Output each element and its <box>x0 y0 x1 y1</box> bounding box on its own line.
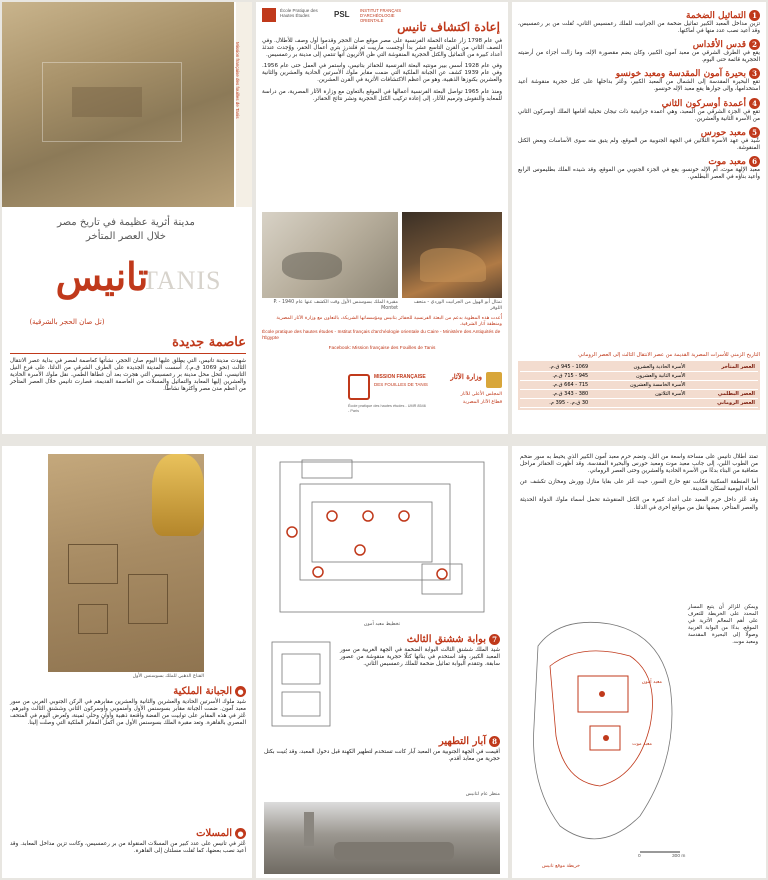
monument-number-badge: 4 <box>749 98 760 109</box>
chronology-cell-date: 945 - 715 ق.م. <box>520 372 591 381</box>
chronology-cell-period: العصر البطلمي <box>689 390 758 399</box>
map-legend-mut: معبد موت <box>632 742 652 747</box>
sponsor-footer: Facebook: Mission française des Fouilles de Tanis <box>328 346 436 351</box>
mission-emblem-icon <box>348 374 370 400</box>
mission-logo <box>348 370 428 424</box>
chronology-row <box>520 363 758 372</box>
chronology-cell-date: 715 - 664 ق.م. <box>520 381 591 390</box>
ministry-block <box>432 372 502 422</box>
ruins-photo <box>264 802 500 874</box>
rediscovery-body <box>262 38 502 103</box>
psl-logo: PSL <box>334 10 350 19</box>
map-legend-amun: معبد آمون <box>641 680 662 685</box>
cover-title-block <box>12 254 242 314</box>
photo-caption-left: مقبرة الملك بسوسنس الأول وقت الكشف عنها عام 1940 - P. Montet <box>273 300 398 311</box>
marker-1 <box>327 511 337 521</box>
chronology-row <box>520 399 758 408</box>
ministry-line2: المجلس الأعلى للآثار <box>460 392 502 397</box>
chronology-row <box>520 372 758 381</box>
chronology-title: التاريخ الزمني للأسرات المصرية القديمة من عصر الانتقال الثالث إلى العصر الروماني <box>578 352 760 358</box>
monument-text: يقع في الطرف الشرقي من معبد آمون الكبير، وكان يضم مقصورة الإله، وما زالت أجزاء من أرضيته الحجرية قائمة حتى اليوم. <box>518 50 760 64</box>
monument-number-badge: 1 <box>749 10 760 21</box>
rediscovery-panel <box>256 2 508 434</box>
obelisks-heading: ●المسلات <box>10 828 246 839</box>
chronology-cell-period: العصر المتأخر <box>689 363 758 372</box>
chronology-cell-period: العصر الروماني <box>689 399 758 408</box>
monument-text: معبد الإلهة موت، أم الإله خونسو، يقع في الجزء الجنوبي من الموقع، وقد شيده الملك بطليموس الرابع وأعيد بناؤه في العصر البطلمي. <box>518 166 760 181</box>
scale-zero: 0 <box>638 854 641 859</box>
aerial-photo <box>2 2 234 207</box>
monument-number-badge: 5 <box>749 127 760 138</box>
obelisks-section <box>10 828 246 855</box>
chronology-box <box>518 361 760 410</box>
ephe-name: École Pratique des Hautes Études <box>280 8 318 18</box>
ifao-name: INSTITUT FRANÇAIS D'ARCHÉOLOGIE ORIENTALE <box>360 8 402 23</box>
monument-number-badge: 6 <box>749 156 760 167</box>
scale-300: 300 m <box>672 854 686 859</box>
monument-heading: 4أعمدة أوسركون الثاني <box>518 98 760 109</box>
monuments-list <box>518 10 760 185</box>
marker-4 <box>399 511 409 521</box>
marker-5 <box>313 567 323 577</box>
wells-heading: 8آبار التطهير <box>264 736 500 747</box>
rediscovery-p1: في عام 1798 زار علماء الحملة الفرنسية على مصر موقع صان الحجر وقدموا أول وصف للأطلال. وفي النصف الثاني من القرن التاسع عشر بدأ أوجست مارييت ثم فلندرز بتري أعمال الحفر، ووُجدت عندئذ أعداد كبيرة من التماثيل والكتل الحجرية المنقوشة التي ظن الأثريون أنها تنتمي إلى مدينة بر رعمسيس. <box>262 38 502 59</box>
sponsor-block <box>262 316 502 352</box>
rediscovery-p2: وفي عام 1928 أسس بيير مونتيه البعثة الفرنسية للحفائر بتانيس، واستمر في العمل حتى عام 1956. وفي عام 1939 كشف عن الجبانة الملكية التي ضمت مقابر ملوك الأسرتين الحادية والعشرين والثانية والعشرين بكنوزها الذهبية، وهو من أعظم الاكتشافات الأثرية في القرن العشرين. <box>262 63 502 84</box>
monument-text: شُيد في عهد الأسرة الثلاثين في الجهة الجنوبية من الموقع، ولم يتبق منه سوى الأساسات وبعض الكتل المنقوشة. <box>518 137 760 151</box>
subtitle-line1: مدينة أثرية عظيمة في تاريخ مصر <box>57 217 195 228</box>
side-strip <box>236 2 252 207</box>
necropolis-photo-caption: القناع الذهبي للملك بسوسنس الأول <box>132 674 204 679</box>
chronology-cell-date: 1069 - 945 ق.م. <box>520 363 591 372</box>
chronology-cell-dyn: الأسرة الثلاثون <box>591 390 688 399</box>
chronology-cell-date: 380 - 343 ق.م. <box>520 390 591 399</box>
chronology-cell-period <box>689 372 758 381</box>
monument-heading: 3بحيرة آمون المقدسة ومعبد خونسو <box>518 68 760 79</box>
monument-item <box>518 127 760 152</box>
cover-title-latin: TANIS <box>142 266 222 295</box>
monument-number-badge: 3 <box>749 68 760 79</box>
gate-heading: 7بوابة ششنق الثالث <box>340 634 500 645</box>
sponsor-text-fr: École pratique des hautes études - Institut français d'archéologie orientale du Caire - Ministère des Antiquités de l'Égypte <box>262 330 501 341</box>
gate-section <box>340 634 500 668</box>
temple-plan-svg <box>272 454 492 620</box>
monument-item <box>518 156 760 181</box>
capital-heading: عاصمة جديدة <box>172 335 246 350</box>
chronology-cell-dyn: الأسرة الحادية والعشرون <box>591 363 688 372</box>
rediscovery-heading: إعادة اكتشاف تانيس <box>397 20 500 34</box>
capital-section <box>10 335 246 393</box>
ministry-line1: وزارة الآثار <box>450 372 482 381</box>
sponsor-text-ar: أُعدت هذه المطوية بدعم من البعثة الفرنسية للحفائر بتانيس ومؤسساتها الشريكة، بالتعاون مع وزارة الآثار المصرية ومنطقة آثار الشرقية. <box>276 316 502 327</box>
tomb-discovery-photo <box>262 212 398 298</box>
chronology-table <box>520 363 758 408</box>
plan-panel <box>256 446 508 878</box>
chronology-cell-dyn: الأسرة الثانية والعشرون <box>591 372 688 381</box>
map-credit: خريطة موقع تانيس <box>541 864 580 869</box>
site-text-p3: وقد عُثر داخل حرم المعبد على أعداد كبيرة من الكتل المنقوشة تحمل أسماء ملوك الدولة الحديثة والعصر المتأخر، بعضها نقل من مواقع أخرى في الدلتا. <box>520 497 758 511</box>
chronology-cell-dyn: الأسرة الخامسة والعشرون <box>591 381 688 390</box>
cover-title-ar: تانيس <box>55 254 149 299</box>
necropolis-panel <box>2 446 252 878</box>
marker-3 <box>355 545 365 555</box>
chronology-cell-date: 30 ق.م. - 395 م. <box>520 399 591 408</box>
monument-item <box>518 98 760 123</box>
chronology-block <box>518 352 760 410</box>
marker-6 <box>437 569 447 579</box>
capital-text: شهدت مدينة تانيس، التي يطلق عليها اليوم صان الحجر، نشأتها كعاصمة لمصر في بداية عصر الانتقال الثالث (نحو 1069 ق.م.). أُسست المدينة الجديدة على الطرف الشرقي من الدلتا، على فرع النيل التانيسي، لتحل محل مدينة بر رعمسيس التي هجرت بعد أن غطاها الطمي. نقل ملوك الأسرة الحادية والعشرين إليها المعابد والتماثيل والمسلات من العاصمة القديمة، فصارت تانيس خلال العصر المتأخر من أعظم مدن مصر وأكثرها نشاطًا. <box>10 358 246 393</box>
site-map-panel <box>512 446 766 878</box>
cover-subtitle <box>6 217 246 242</box>
obelisks-text: عُثر في تانيس على عدد كبير من المسلات المنقولة من بر رعمسيس، وكانت تزين مداخل المعابد. وقد أعيد نصب بعضها، كما نُقلت مسلتان إلى القاهرة. <box>10 841 246 855</box>
necropolis-section <box>10 686 246 727</box>
chronology-row <box>520 381 758 390</box>
num-badge: ● <box>235 686 246 697</box>
gate-text: شيد الملك ششنق الثالث البوابة الضخمة في الجهة الغربية من سور المعبد الكبير، وقد استخدم في بنائها كتلًا حجرية منقوشة من عصور سابقة. وتتقدم البوابة تماثيل ضخمة للملك رعمسيس الثاني. <box>340 647 500 668</box>
monument-heading: 6معبد موت <box>518 156 760 167</box>
necropolis-text: شيد ملوك الأسرتين الحادية والعشرين والثانية والعشرين مقابرهم في الركن الجنوبي الغربي من سور معبد آمون. ضمت الجبانة مقابر بسوسنس الأول وأمنموبي وأوسركون الثاني وششنق الثالث وغيرهم. عُثر في هذه المقابر على توابيت من الفضة وأقنعة ذهبية وأوانٍ وحلي ثمينة، وتُعرض اليوم في المتحف المصري بالقاهرة. وتعد مقبرة الملك بسوسنس الأول من أكمل المقابر الملكية التي وصلت إلينا. <box>10 699 246 727</box>
side-credit: Mission française des fouilles de Tanis <box>235 42 240 119</box>
monument-text: تقع البحيرة المقدسة إلى الشمال من المعبد الكبير، وعُثر بداخلها على كتل حجرية منقوشة أعيد استخدامها، وإلى جوارها يقع معبد الإله خونسو. <box>518 79 760 93</box>
site-text-column: ويمكن للزائر أن يتبع المسار المحدد على الخريطة للتعرف على أهم المعالم الأثرية في الموقع، بدءًا من البوابة الغربية وصولًا إلى البحيرة المقدسة ومعبد موت. <box>688 604 758 646</box>
rediscovery-p3: ومنذ عام 1965 تواصل البعثة الفرنسية أعمالها في الموقع بالتعاون مع وزارة الآثار المصرية، من دراسة للمعابد والنقوش وترميم للآثار، إلى إعادة تركيب الكتل الحجرية ونشر نتائج الحفائر. <box>262 88 502 102</box>
plan-label: تخطيط معبد آمون <box>363 622 401 627</box>
site-text-block <box>520 454 758 512</box>
mission-line2: DES FOUILLES DE TANIS <box>374 382 428 387</box>
monument-item <box>518 39 760 64</box>
golden-mask-photo <box>152 454 204 536</box>
monument-heading: 5معبد حورس <box>518 127 760 138</box>
site-text-p2: أما المنطقة السكنية فكانت تقع خارج السور، حيث عُثر على بقايا منازل وورش ومخازن تكشف عن الحياة اليومية لسكان المدينة. <box>520 479 758 493</box>
monuments-panel <box>512 2 766 434</box>
wells-photo-caption: منظر عام لتانيس <box>465 792 500 797</box>
site-text-p1: تمتد أطلال تانيس على مساحة واسعة من التل، وتضم حرم معبد آمون الكبير الذي يحيط به سور ضخم من الطوب اللبن، إلى جانب معبد موت ومعبد حورس والبحيرة المقدسة. وقد أظهرت الحفائر مراحل متعاقبة من البناء بدءًا من الأسرة الحادية والعشرين وحتى العصر الروماني. <box>520 454 758 475</box>
chronology-row <box>520 390 758 399</box>
monument-item <box>518 68 760 93</box>
monument-text: تقع في الجزء الشرقي من المعبد، وهي أعمدة جرانيتية ذات تيجان نخيلية أقامها الملك أوسركون الثاني من الأسرة الثانية والعشرين. <box>518 108 760 122</box>
site-map-svg <box>520 606 688 866</box>
ephe-logo-icon <box>262 8 276 22</box>
chronology-cell-period <box>689 381 758 390</box>
cover-location: (تل صان الحجر بالشرقية) <box>29 318 105 326</box>
monument-heading: 2قدس الأقداس <box>518 39 760 50</box>
marker-7 <box>287 527 297 537</box>
mission-line1: MISSION FRANÇAISE <box>374 374 426 380</box>
ministry-line3: قطاع الآثار المصرية <box>462 400 502 405</box>
monument-text: تزين مداخل المعبد الكبير تماثيل ضخمة من الجرانيت للملك رعمسيس الثاني، نُقلت من بر رعمسيس، وقد أعيد نصب عدد منها في أماكنها. <box>518 21 760 35</box>
ministry-emblem-icon <box>486 372 502 388</box>
sphinx-photo <box>402 212 502 298</box>
photo-caption-right: تمثال أبو الهول من الجرانيت الوردي - متحف اللوفر <box>413 300 502 311</box>
necropolis-heading: ●الجبانة الملكية <box>10 686 246 697</box>
cover-panel <box>2 2 252 434</box>
monument-number-badge: 2 <box>749 39 760 50</box>
wells-section <box>264 736 500 763</box>
wells-text: أقيمت في الجهة الجنوبية من المعبد آبار كانت تستخدم لتطهير الكهنة قبل دخول المعبد، وقد بُنيت بكتل حجرية من معابد أقدم. <box>264 749 500 763</box>
chronology-cell-dyn <box>591 399 688 408</box>
marker-2 <box>363 511 373 521</box>
subtitle-line2: خلال العصر المتأخر <box>86 231 166 242</box>
monument-heading: 1التماثيل الضخمة <box>518 10 760 21</box>
gate-plan-svg <box>268 638 334 730</box>
mission-small: École pratique des hautes études - UMR 8546 - Paris <box>348 404 426 413</box>
monument-item <box>518 10 760 35</box>
